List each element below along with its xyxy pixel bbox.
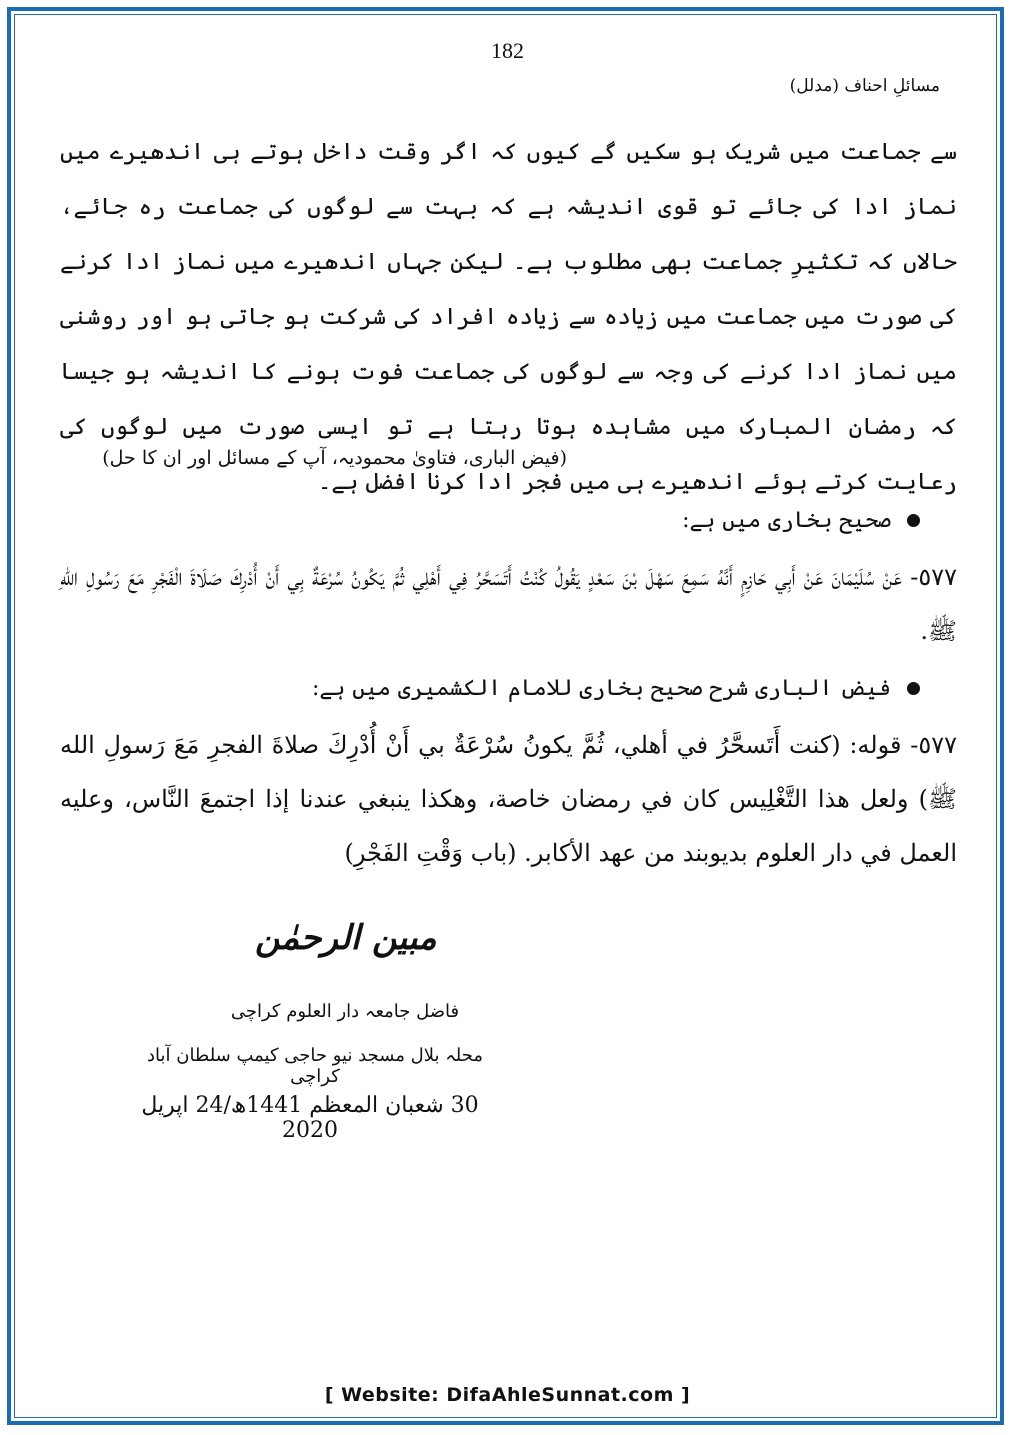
section-heading-bukhari [682,508,920,533]
section-heading-text: فیض الباری شرح صحیح بخاری للامام الکشمیری میں ہے: [312,676,891,701]
running-head: مسائلِ احناف (مدلل) [789,76,940,96]
author-signature: مبین الرحمٰن [255,918,437,958]
bullet-icon [907,514,920,527]
hadith-text: ٥٧٧- عَنْ سُلَيْمَانَ عَنْ أَبِي حَازِمٍ أَنَّهُ سَمِعَ سَهْلَ بْنَ سَعْدٍ يَقُولُ كُنْتُ أَتَسَحَّرُ فِي أَهْلِي ثُمَّ يَكُونُ سُرْعَةٌ بِي أَنْ أُدْرِكَ صَلَاةَ الْفَجْرِ مَعَ رَسُولِ اللهِ ﷺ. [60,563,957,645]
citation: (فیض الباری، فتاویٰ محمودیہ، آپ کے مسائل اور ان کا حل) [102,447,567,469]
main-paragraph: سے جماعت میں شریک ہو سکیں گے کیوں کہ اگر وقت داخل ہوتے ہی اندھیرے میں نماز ادا کی جائے تو قوی اندیشہ ہے کہ بہت سے لوگوں کی جماعت رہ جائے، حالاں کہ تکثیرِ جماعت بھی مطلوب ہے۔ لیکن جہاں اندھیرے میں نماز ادا کرنے کی صورت میں جماعت میں زیادہ سے زیادہ افراد کی شرکت ہو جاتی ہو اور روشنی میں نماز ادا کرنے کی وجہ سے لوگوں کی جماعت فوت ہونے کا اندیشہ ہو جیسا کہ رمضان المبارک میں مشاہدہ ہوتا رہتا ہے تو ایسی صورت میں لوگوں کی رعایت کرتے ہوئے اندھیرے ہی میں فجر ادا کرنا افضل ہے۔ [60,139,957,495]
author-address: محلہ بلال مسجد نیو حاجی کیمپ سلطان آباد کراچی [147,1045,483,1087]
page-number: 182 [491,38,524,63]
commentary-text: ٥٧٧- قوله: (كنت أَتَسحَّرُ في أهلي، ثُمَّ يكونُ سُرْعَةٌ بي أَنْ أُدْرِكَ صلاةَ الفجرِ مَعَ رَسولِ الله ﷺ) ولعل هذا التَّغْلِيس كان في رمضان خاصة، وهكذا ينبغي عندنا إذا اجتمعَ النَّاس، وعليه العمل في دار العلوم بديوبند من عهد الأكابر. (باب وَقْتِ الفَجْرِ) [60,731,958,867]
section-heading-faizulbari [312,676,920,701]
website-footer: [ Website: DifaAhleSunnat.com ] [324,1384,691,1406]
author-title: فاضل جامعہ دار العلوم کراچی [230,1001,460,1022]
author-date: 30 شعبان المعظم 1441ھ/24 اپریل 2020 [141,1093,479,1143]
section-heading-text: صحیح بخاری میں ہے: [682,508,891,533]
bullet-icon [907,682,920,695]
